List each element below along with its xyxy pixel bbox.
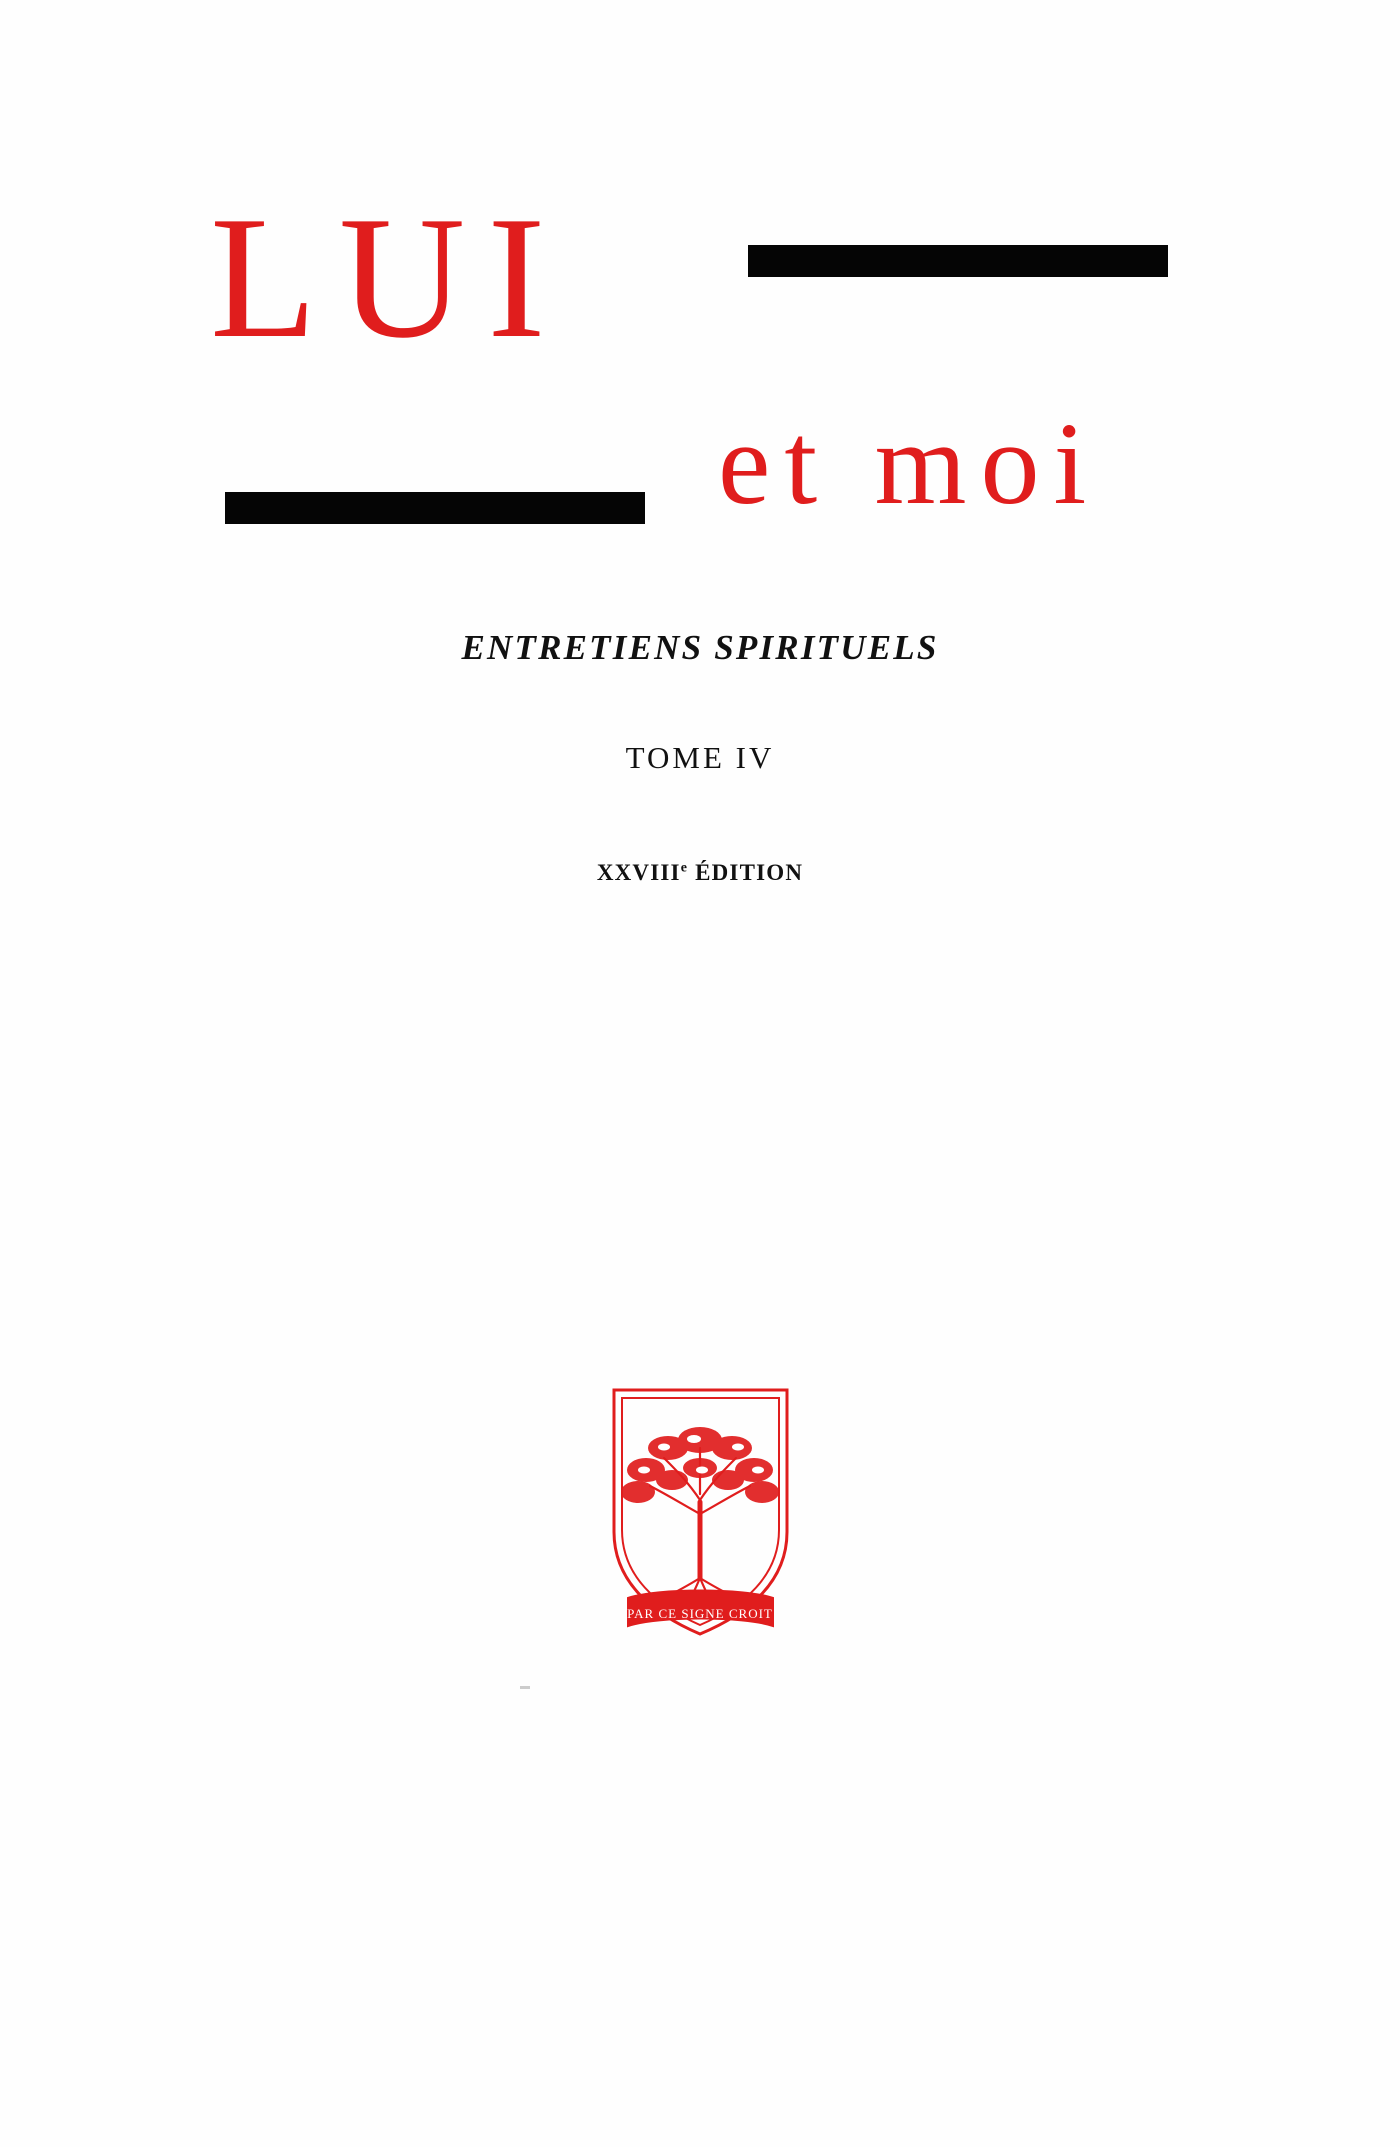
title-word-et-moi: et moi: [718, 398, 1101, 529]
decorative-rule-top: [748, 245, 1168, 277]
svg-text:PAR CE SIGNE CROIT: PAR CE SIGNE CROIT: [627, 1606, 773, 1621]
decorative-rule-bottom: [225, 492, 645, 524]
volume-label: TOME IV: [625, 740, 775, 775]
title-block: [0, 180, 1400, 390]
title-line-primary: [0, 180, 1400, 390]
page-speck: [520, 1686, 530, 1689]
edition-label: [0, 860, 1400, 886]
publisher-emblem: [598, 1382, 803, 1672]
edition-word: ÉDITION: [695, 860, 804, 885]
subtitle: ENTRETIENS SPIRITUELS: [461, 628, 939, 667]
edition-number: XXVIII: [596, 860, 681, 885]
edition-superscript: e: [680, 860, 689, 876]
title-word-lui: LUI: [210, 180, 568, 374]
